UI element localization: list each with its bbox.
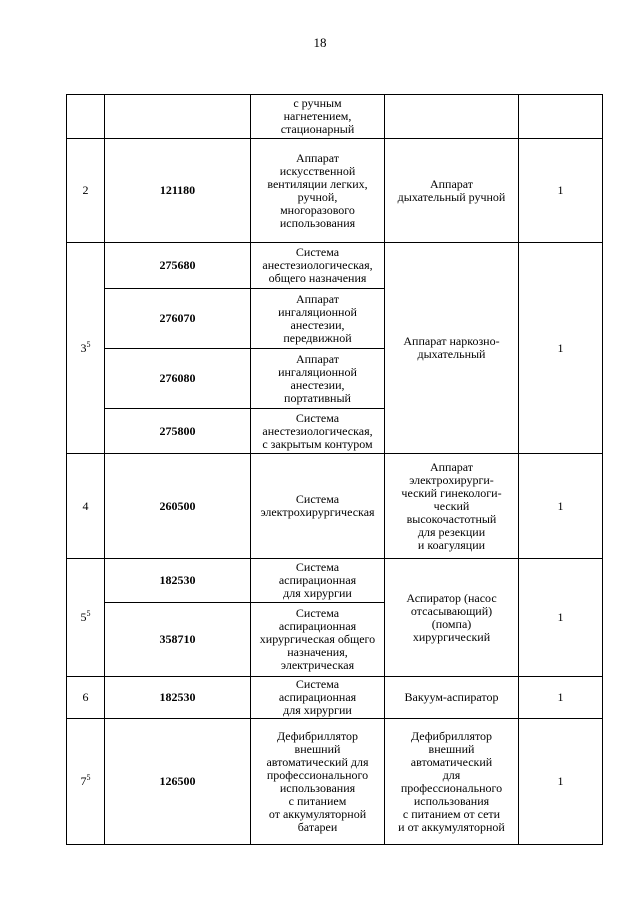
name-cell [251,95,385,139]
page-number: 18 [313,35,327,50]
device-name: Аппарат ингаляционной анестезии, передвижной [278,291,357,345]
qty-cell [519,95,603,139]
row-number: 3 [80,340,87,355]
table-row [67,454,603,559]
name-cell [251,349,385,409]
device-name: Аппарат ингаляционной анестезии, портативный [278,351,357,405]
row-number: 7 [80,774,87,788]
device-group: Аспиратор (насос отсасывающий) (помпа) хирургический [406,590,497,644]
device-code: 276080 [105,349,251,409]
quantity: 1 [519,139,603,243]
device-code: 182530 [105,677,251,719]
device-name: Система анестезиологическая, с закрытым контуром [262,410,373,451]
device-name: Система аспирационная для хирургии [278,560,357,600]
name-cell [251,454,385,559]
name-cell [251,139,385,243]
device-code: 126500 [105,719,251,845]
device-code: 121180 [105,139,251,243]
device-group: Аппарат наркозно- дыхательный [403,334,500,361]
group-cell [385,719,519,845]
footnote-mark: 5 [86,609,91,618]
row-number: 5 [80,610,87,624]
device-group: Аппарат электрохирурги- ческий гинекологи- ческий высокочастотный для резекции и коагуляции [401,459,502,552]
row-number-cell [67,95,105,139]
name-cell [251,677,385,719]
device-name: Аппарат искусственной вентиляции легких, ручной, многоразового использования [267,150,368,230]
device-name: Система аспирационная для хирургии [278,677,357,717]
row-number: 4 [67,454,105,559]
device-code: 276070 [105,289,251,349]
group-cell [385,95,519,139]
device-code: 275800 [105,409,251,454]
device-code: 182530 [105,559,251,603]
quantity: 1 [519,243,603,454]
table-row [67,95,603,139]
device-name: Дефибриллятор внешний автоматический для профессионального использования с питанием от аккумуляторной батареи [266,728,369,834]
row-number-cell [67,243,105,454]
group-cell [385,139,519,243]
device-code: 358710 [105,603,251,677]
table-row [67,243,603,289]
footnote-mark: 5 [86,773,91,782]
quantity: 1 [519,719,603,845]
name-cell [251,603,385,677]
table-row [67,719,603,845]
device-group: Вакуум-аспиратор [404,690,499,704]
group-cell [385,559,519,677]
name-cell [251,289,385,349]
group-cell [385,454,519,559]
device-name: Система аспирационная хирургическая общего назначения, электрическая [259,606,376,672]
device-code: 260500 [105,454,251,559]
device-name: Система анестезиологическая, общего назначения [262,245,373,285]
name-cell [251,559,385,603]
group-cell [385,677,519,719]
row-number: 2 [67,139,105,243]
equipment-table [66,94,603,845]
device-group: Аппарат дыхательный ручной [397,176,506,204]
name-cell [251,719,385,845]
quantity: 1 [519,677,603,719]
table-row [67,559,603,603]
device-name: Система электрохирургическая [260,492,375,519]
device-group: Дефибриллятор внешний автоматический для профессионального использования с питанием от сети и от аккумуляторной [398,728,505,834]
quantity: 1 [519,454,603,559]
footnote-mark: 5 [86,339,91,349]
code-cell [105,95,251,139]
row-number-cell [67,559,105,677]
name-cell [251,409,385,454]
table-row [67,139,603,243]
group-cell [385,243,519,454]
quantity: 1 [519,559,603,677]
table-row [67,677,603,719]
name-cell [251,243,385,289]
device-code: 275680 [105,243,251,289]
device-name: с ручным нагнетением, стационарный [280,96,355,136]
row-number: 6 [67,677,105,719]
row-number-cell [67,719,105,845]
